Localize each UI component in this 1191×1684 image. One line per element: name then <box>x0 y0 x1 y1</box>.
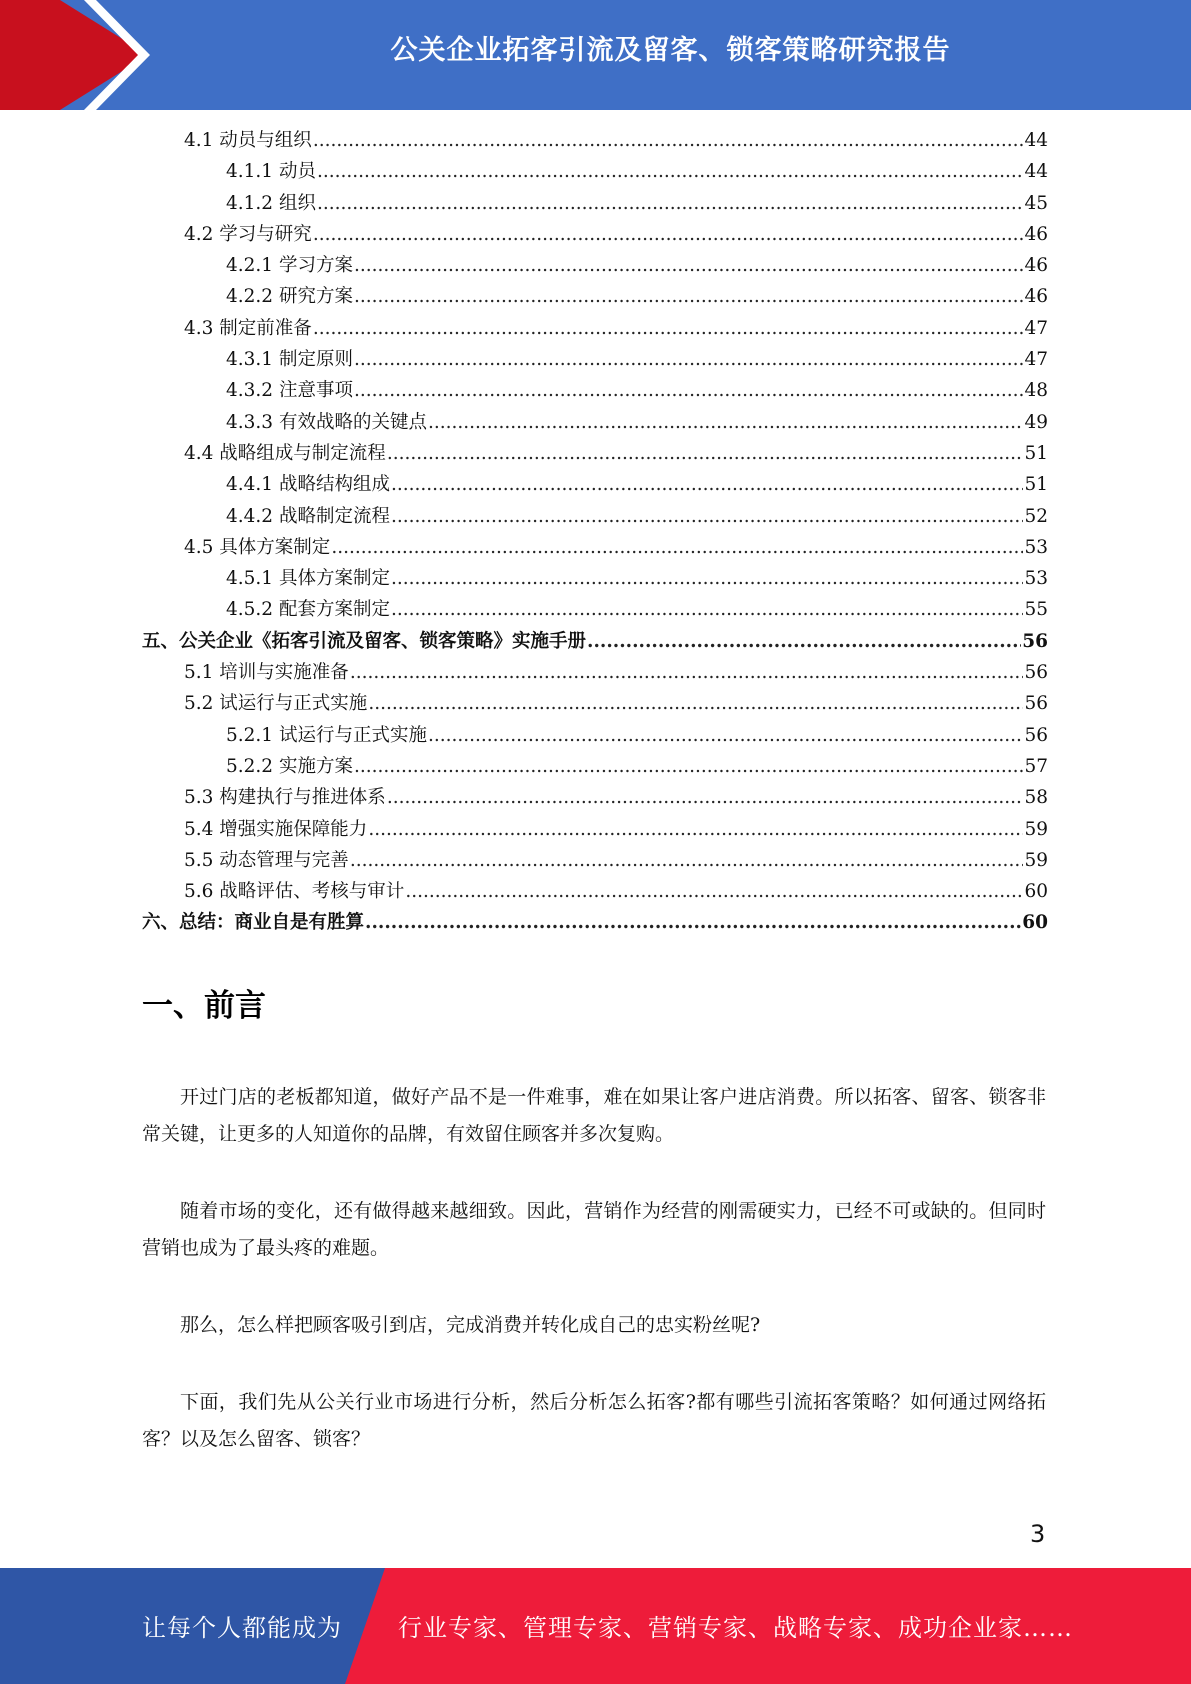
toc-entry-page: 44 <box>1024 161 1048 183</box>
toc-entry-title: 4.3.1 制定原则 <box>226 349 353 371</box>
toc-entry-title: 4.4.1 战略结构组成 <box>226 474 390 496</box>
toc-entry-page: 59 <box>1024 818 1048 840</box>
footer-slogan-left: 让每个人都能成为 <box>142 1614 342 1642</box>
toc-entry-title: 4.5 具体方案制定 <box>184 536 331 558</box>
toc-entry-page: 49 <box>1024 411 1048 433</box>
toc-entry[interactable] <box>142 595 1048 626</box>
toc-entry-page: 56 <box>1024 693 1048 715</box>
toc-entry-page: 47 <box>1024 349 1048 371</box>
toc-entry[interactable] <box>142 251 1048 282</box>
toc-entry[interactable] <box>142 783 1048 814</box>
paragraph: 那么，怎么样把顾客吸引到店，完成消费并转化成自己的忠实粉丝呢? <box>180 1314 761 1336</box>
toc-entry[interactable] <box>142 439 1048 470</box>
toc-entry[interactable] <box>142 157 1048 188</box>
toc-leader-dots <box>354 349 1024 370</box>
toc-entry-title: 5.2 试运行与正式实施 <box>184 693 368 715</box>
page-number: 3 <box>1030 1520 1046 1548</box>
paragraph: 开过门店的老板都知道，做好产品不是一件难事，难在如果让客户进店消费。所以拓客、留客、锁客非常关键，让更多的人知道你的品牌，有效留住顾客并多次复购。 <box>142 1086 1046 1145</box>
toc-entry-page: 60 <box>1022 912 1048 934</box>
toc-entry-title: 4.3 制定前准备 <box>184 317 312 339</box>
toc-entry-title: 5.1 培训与实施准备 <box>184 662 349 684</box>
toc-entry-page: 51 <box>1024 442 1048 464</box>
toc-leader-dots <box>354 380 1024 401</box>
toc-entry-title: 4.2 学习与研究 <box>184 223 312 245</box>
toc-entry[interactable] <box>142 314 1048 345</box>
toc-leader-dots <box>587 631 1021 652</box>
toc-entry-title: 4.1 动员与组织 <box>184 130 312 151</box>
toc-entry-title: 5.5 动态管理与完善 <box>184 849 349 871</box>
paragraph: 下面，我们先从公关行业市场进行分析，然后分析怎么拓客?都有哪些引流拓客策略？如何通过网络拓客？以及怎么留客、锁客？ <box>142 1391 1046 1450</box>
toc-entry-title: 5.2.2 实施方案 <box>226 755 353 777</box>
toc-entry[interactable] <box>142 721 1048 752</box>
report-title: 公关企业拓客引流及留客、锁客策略研究报告 <box>390 35 951 66</box>
toc-entry-page: 51 <box>1024 474 1048 496</box>
toc-leader-dots <box>387 443 1024 464</box>
toc-entry[interactable] <box>142 627 1048 658</box>
toc-entry[interactable] <box>142 658 1048 689</box>
toc-entry-title: 4.1.1 动员 <box>226 161 316 183</box>
toc-leader-dots <box>354 756 1024 777</box>
toc-leader-dots <box>391 506 1023 527</box>
toc-leader-dots <box>365 912 1021 933</box>
toc-entry-page: 52 <box>1024 505 1048 527</box>
page-header <box>0 0 1191 110</box>
toc-leader-dots <box>391 568 1023 589</box>
toc-leader-dots <box>313 224 1024 245</box>
toc-leader-dots <box>368 819 1023 840</box>
toc-entry[interactable] <box>142 815 1048 846</box>
toc-entry-page: 56 <box>1022 630 1048 652</box>
toc-entry-title: 五、公关企业《拓客引流及留客、锁客策略》实施手册 <box>142 630 587 652</box>
toc-leader-dots <box>350 662 1024 683</box>
toc-entry-title: 4.3.2 注意事项 <box>226 380 353 402</box>
toc-leader-dots <box>428 725 1023 746</box>
toc-entry-page: 46 <box>1024 255 1048 277</box>
toc-entry-page: 59 <box>1024 849 1048 871</box>
toc-entry-page: 53 <box>1024 568 1048 590</box>
section-body <box>142 1079 1046 1498</box>
toc-leader-dots <box>405 881 1023 902</box>
toc-entry[interactable] <box>142 126 1048 157</box>
toc-leader-dots <box>391 474 1023 495</box>
toc-entry[interactable] <box>142 877 1048 908</box>
toc-entry[interactable] <box>142 564 1048 595</box>
toc-entry-title: 4.3.3 有效战略的关键点 <box>226 411 427 433</box>
toc-entry-title: 4.2.1 学习方案 <box>226 255 353 277</box>
page-footer <box>0 1568 1191 1684</box>
table-of-contents <box>142 126 1048 940</box>
toc-entry[interactable] <box>142 408 1048 439</box>
toc-entry[interactable] <box>142 220 1048 251</box>
section-heading: 一、前言 <box>142 988 266 1024</box>
toc-entry[interactable] <box>142 282 1048 313</box>
toc-leader-dots <box>313 318 1024 339</box>
toc-leader-dots <box>387 787 1024 808</box>
toc-entry-title: 4.4 战略组成与制定流程 <box>184 442 386 464</box>
toc-entry-page: 44 <box>1024 130 1048 151</box>
toc-entry-title: 5.6 战略评估、考核与审计 <box>184 881 405 903</box>
toc-entry[interactable] <box>142 533 1048 564</box>
toc-entry-page: 45 <box>1024 192 1048 214</box>
toc-leader-dots <box>391 599 1023 620</box>
toc-entry-page: 46 <box>1024 223 1048 245</box>
toc-entry[interactable] <box>142 752 1048 783</box>
toc-leader-dots <box>317 193 1024 214</box>
toc-entry-title: 5.2.1 试运行与正式实施 <box>226 724 427 746</box>
toc-leader-dots <box>350 850 1024 871</box>
toc-leader-dots <box>354 286 1024 307</box>
toc-entry-page: 47 <box>1024 317 1048 339</box>
toc-entry[interactable] <box>142 470 1048 501</box>
toc-entry-title: 5.3 构建执行与推进体系 <box>184 787 386 809</box>
paragraph: 随着市场的变化，还有做得越来越细致。因此，营销作为经营的刚需硬实力，已经不可或缺的。但同时营销也成为了最头疼的难题。 <box>142 1200 1046 1259</box>
toc-entry-title: 六、总结：商业自是有胜算 <box>142 912 365 934</box>
toc-leader-dots <box>354 255 1024 276</box>
toc-entry-title: 5.4 增强实施保障能力 <box>184 818 368 840</box>
toc-leader-dots <box>428 412 1023 433</box>
toc-entry-page: 60 <box>1024 881 1048 903</box>
toc-entry-title: 4.5.2 配套方案制定 <box>226 599 390 621</box>
toc-entry-page: 55 <box>1024 599 1048 621</box>
toc-leader-dots <box>317 161 1024 182</box>
toc-entry-title: 4.1.2 组织 <box>226 192 316 214</box>
toc-leader-dots <box>313 130 1024 151</box>
toc-entry-title: 4.4.2 战略制定流程 <box>226 505 390 527</box>
toc-entry-title: 4.2.2 研究方案 <box>226 286 353 308</box>
toc-entry[interactable] <box>142 189 1048 220</box>
toc-entry-page: 56 <box>1024 724 1048 746</box>
toc-entry-page: 57 <box>1024 755 1048 777</box>
toc-entry-title: 4.5.1 具体方案制定 <box>226 568 390 590</box>
footer-slogan-right: 行业专家、管理专家、营销专家、战略专家、成功企业家…… <box>398 1614 1073 1642</box>
toc-leader-dots <box>368 693 1023 714</box>
toc-entry-page: 48 <box>1024 380 1048 402</box>
toc-entry-page: 58 <box>1024 787 1048 809</box>
toc-entry-page: 56 <box>1024 662 1048 684</box>
toc-entry[interactable] <box>142 502 1048 533</box>
toc-entry[interactable] <box>142 689 1048 720</box>
toc-leader-dots <box>331 537 1023 558</box>
toc-entry[interactable] <box>142 345 1048 376</box>
toc-entry-page: 46 <box>1024 286 1048 308</box>
toc-entry[interactable] <box>142 908 1048 939</box>
toc-entry[interactable] <box>142 846 1048 877</box>
toc-entry[interactable] <box>142 376 1048 407</box>
toc-entry-page: 53 <box>1024 536 1048 558</box>
